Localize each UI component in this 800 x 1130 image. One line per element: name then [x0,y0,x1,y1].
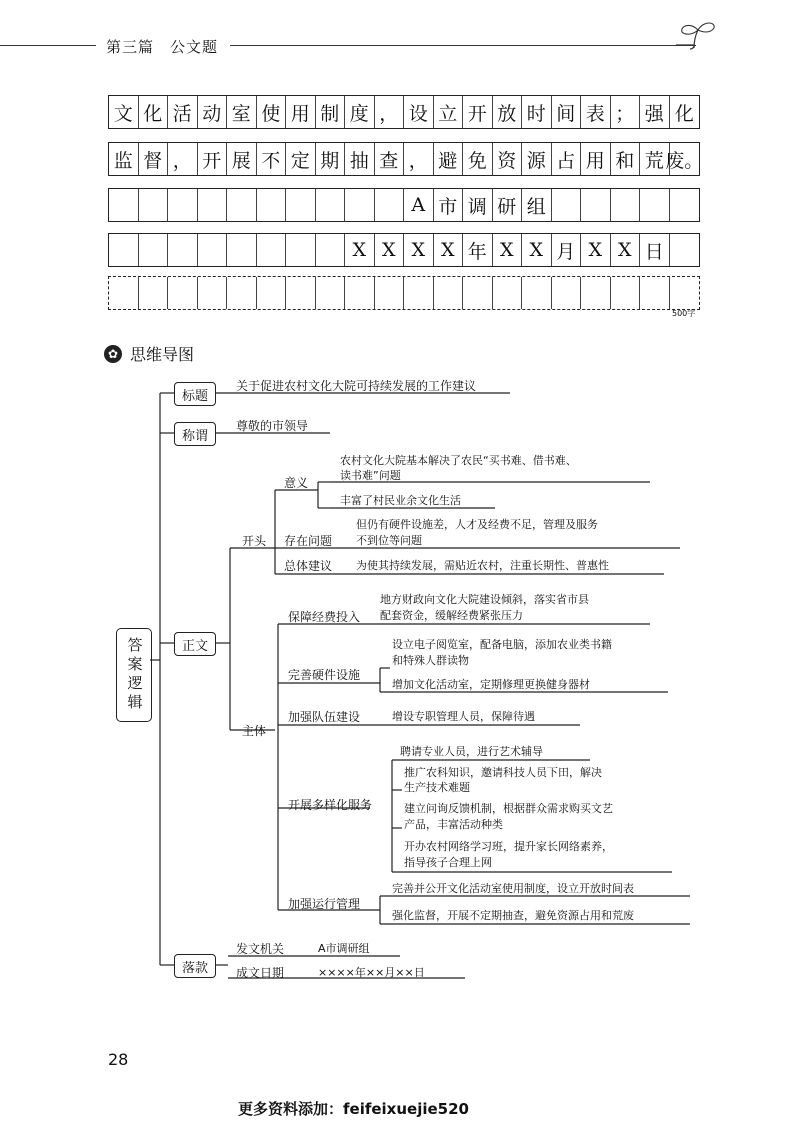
yunxing-item: 强化监督，开展不定期抽查，避免资源占用和荒废 [392,909,634,922]
yunxing-item: 完善并公开文化活动室使用制度，设立开放时间表 [392,882,634,895]
grid-cell: 年 [463,234,493,266]
zhuti-label: 主体 [242,724,267,738]
yingjian-label: 完善硬件设施 [288,668,361,682]
grid-cell: 定 [286,143,316,175]
root-node [116,628,152,722]
fuwu-item: 建立问询反馈机制，根据群众需求购买文艺 [404,802,613,815]
grid-cell: 期 [316,143,346,175]
grid-cell: 强 [640,96,670,128]
grid-cell: 时 [522,96,552,128]
grid-cell: X [493,234,523,266]
fuwu-item: 生产技术难题 [404,781,470,794]
duiwu-text: 增设专职管理人员，保障待遇 [392,710,535,723]
grid-cell: ， [404,143,434,175]
grid-cell: X [345,234,375,266]
grid-cell: 和 [611,143,641,175]
grid-cell: 组 [522,189,552,221]
jingfei-item: 配套资金，缓解经费紧张压力 [380,609,523,622]
grid-cell: 表 [581,96,611,128]
grid-cell: 化 [674,102,694,125]
word-count: 500字 [672,309,696,318]
grid-cell: 资 [493,143,523,175]
jingfei-label: 保障经费投入 [288,610,361,624]
grid-cell: 督 [139,143,169,175]
grid-cell: 抽 [345,143,375,175]
node-biaoti: 标题 [174,382,216,406]
page-number: 28 [108,1050,129,1069]
grid-cell: 避 [434,143,464,175]
grid-cell: 制 [316,96,346,128]
jianyi-text: 为使其持续发展，需贴近农村，注重长期性、普惠性 [356,559,609,572]
fuwu-item: 产品，丰富活动种类 [404,818,503,831]
riqi-label: 成文日期 [236,966,285,980]
yiyi-item: 农村文化大院基本解决了农民“买书难、借书难、 [340,454,577,467]
grid-cell: 调 [463,189,493,221]
grid-cell: 日 [640,234,670,266]
grid-cell: 使 [257,96,287,128]
flower-icon: ✿ [104,345,122,363]
mindmap-title: 思维导图 [130,345,195,364]
grid-cell: 展 [227,143,257,175]
wenti-item: 但仍有硬件设施差，人才及经费不足，管理及服务 [356,518,598,531]
grid-cell: 文 [109,96,139,128]
grid-cell: 监 [109,143,139,175]
grid-cell: 免 [463,143,493,175]
riqi-text: ××××年××月××日 [318,966,425,979]
grid-cell: 用 [581,143,611,175]
footer-note: 更多资料添加：feifeixuejie520 [238,1100,469,1118]
grid-cell: ， [168,143,198,175]
grid-cell: X [581,234,611,266]
grid-cell: 活 [168,96,198,128]
grid-cell: 废。 [665,149,704,172]
grid-cell: 设 [404,96,434,128]
yingjian-item: 和特殊人群读物 [392,654,469,667]
grid-cell: 源 [522,143,552,175]
duiwu-label: 加强队伍建设 [288,710,361,724]
node-zhengwen: 正文 [174,632,216,656]
yingjian-item: 增加文化活动室，定期修理更换健身器材 [392,678,590,691]
grid-cell: X [375,234,405,266]
grid-cell: 月 [552,234,582,266]
yiyi-item: 读书难”问题 [340,469,401,482]
chapter-title: 第三篇 公文题 [106,38,219,56]
jiguan-text: A市调研组 [318,942,370,955]
node-luokuan: 落款 [174,954,216,978]
kaitou-label: 开头 [242,534,267,548]
fuwu-item: 指导孩子合理上网 [404,856,492,869]
grid-cell: 度 [345,96,375,128]
jingfei-item: 地方财政向文化大院建设倾斜，落实省市县 [380,593,589,606]
grid-cell: 动 [198,96,228,128]
yingjian-item: 设立电子阅览室，配备电脑，添加农业类书籍 [392,638,612,651]
grid-cell: 查 [375,143,405,175]
grid-cell: X [404,234,434,266]
grid-cell: ； [611,96,641,128]
grid-cell: 开 [463,96,493,128]
wenti-item: 不到位等问题 [356,534,422,547]
grid-cell: 研 [493,189,523,221]
grid-cell: 用 [286,96,316,128]
yiyi-item: 丰富了村民业余文化生活 [340,494,461,507]
fuwu-item: 推广农科知识，邀请科技人员下田，解决 [404,766,602,779]
grid-cell: X [434,234,464,266]
grid-cell: 间 [552,96,582,128]
biaoti-text: 关于促进农村文化大院可持续发展的工作建议 [236,379,477,393]
grid-cell: 荒 [640,143,670,175]
grid-cell: 不 [257,143,287,175]
chengwei-text: 尊敬的市领导 [236,419,309,433]
grid-cell: 立 [434,96,464,128]
fuwu-item: 聘请专业人员，进行艺术辅导 [400,745,543,758]
jianyi-label: 总体建议 [284,559,333,573]
yunxing-label: 加强运行管理 [288,897,361,911]
grid-cell: A [404,189,434,221]
jiguan-label: 发文机关 [236,942,285,956]
grid-cell: 放 [493,96,523,128]
grid-cell: 室 [227,96,257,128]
grid-cell: X [522,234,552,266]
fuwu-label: 开展多样化服务 [288,798,373,812]
grid-cell: 市 [434,189,464,221]
grid-cell: 开 [198,143,228,175]
grid-cell: ， [375,96,405,128]
yiyi-label: 意义 [284,476,309,490]
wenti-label: 存在问题 [284,534,333,548]
node-chengwei: 称谓 [174,422,216,446]
grid-cell: 占 [552,143,582,175]
root-label: 答案逻辑 [125,637,144,713]
fuwu-item: 开办农村网络学习班，提升家长网络素养， [404,840,613,853]
grid-cell: 化 [139,96,169,128]
grid-cell: X [611,234,641,266]
